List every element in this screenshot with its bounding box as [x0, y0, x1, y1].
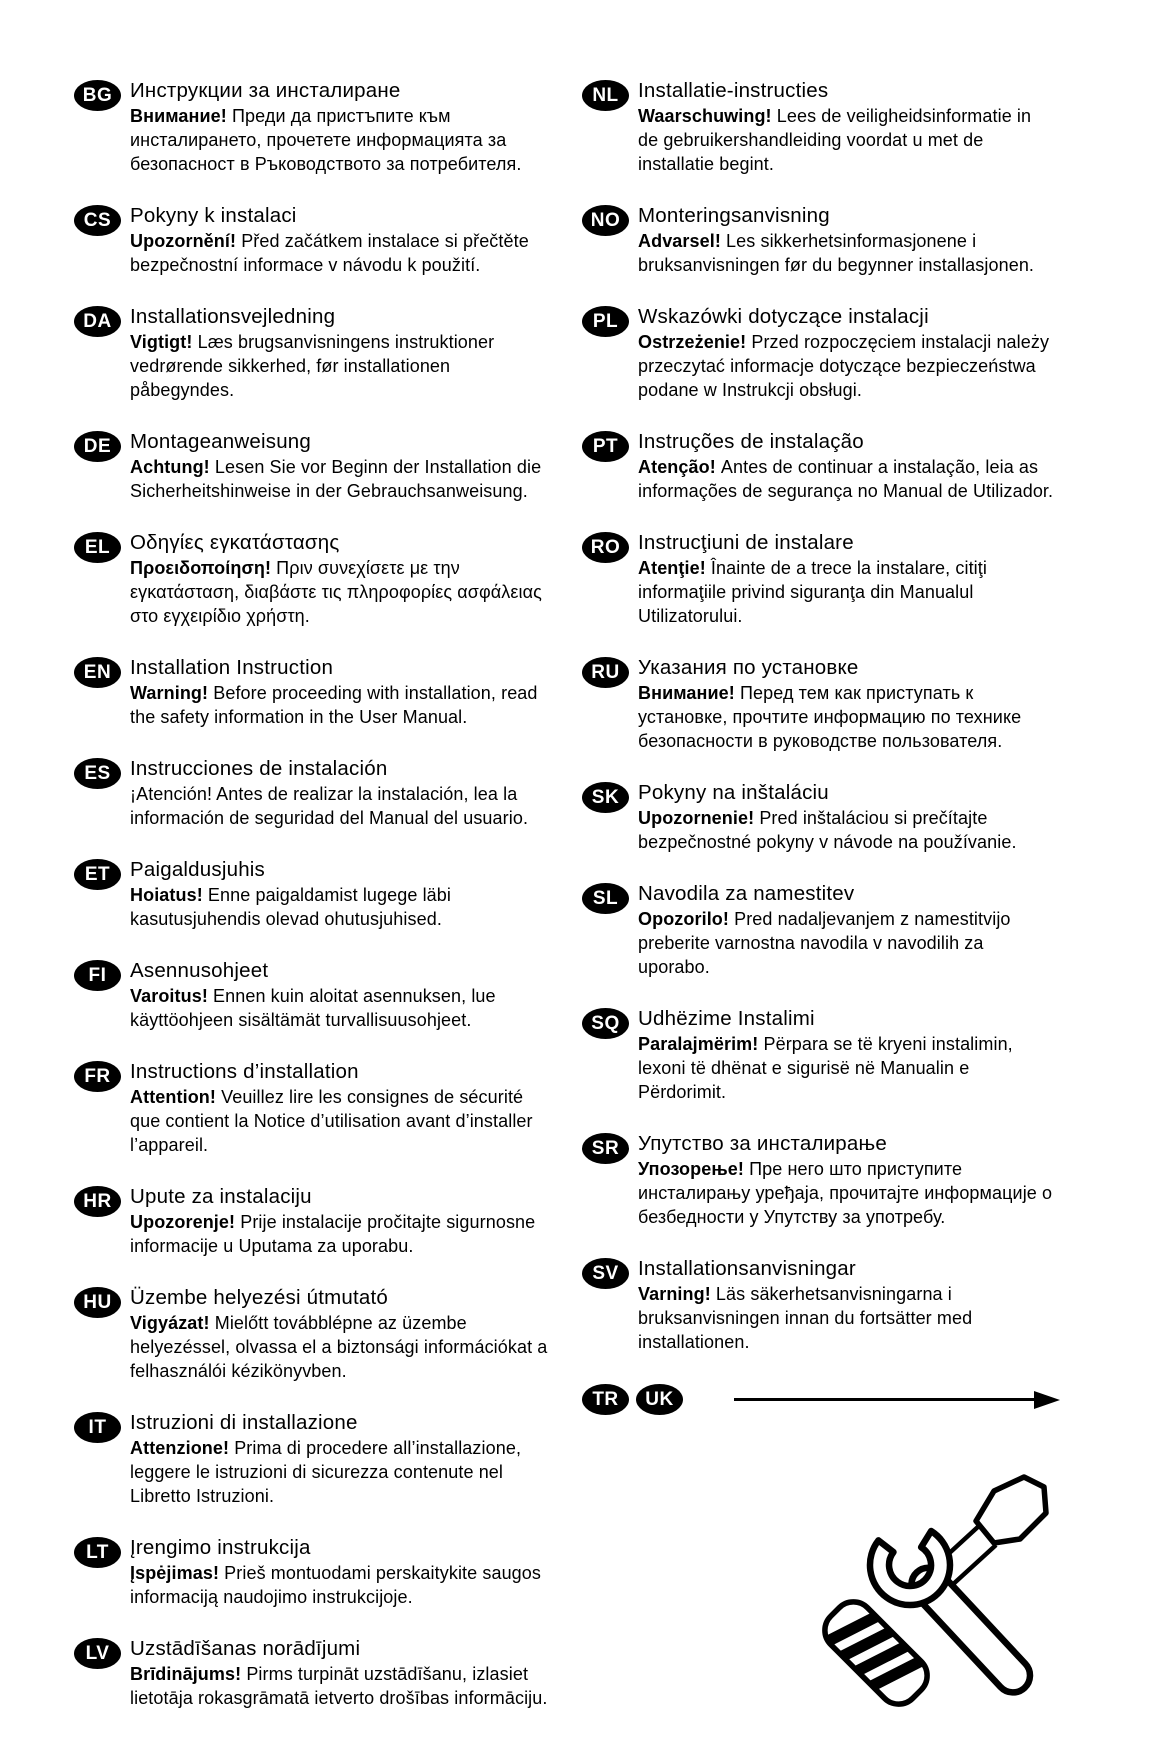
entry-title: Asennusohjeet	[130, 959, 269, 982]
lang-badge-nl: NL	[582, 80, 629, 111]
entry-warning: Warning!	[130, 683, 209, 703]
entry-warning: Waarschuwing!	[638, 106, 772, 126]
entry-title: Installatie-instructies	[638, 79, 829, 102]
entry-text	[638, 1131, 1056, 1229]
entry-title: Udhëzime Instalimi	[638, 1007, 815, 1030]
lang-badge-hu: HU	[74, 1287, 121, 1318]
entry-title: Navodila za namestitev	[638, 882, 855, 905]
lang-badge-sv: SV	[582, 1258, 629, 1289]
lang-entry-sv	[582, 1256, 1060, 1354]
lang-badge-ru: RU	[582, 657, 629, 688]
entry-title: Инструкции за инсталиране	[130, 79, 401, 102]
entry-text	[638, 530, 1056, 628]
entry-warning: Atenţie!	[638, 558, 706, 578]
entry-body	[130, 1662, 548, 1710]
lang-entry-el	[74, 530, 552, 628]
entry-text	[638, 1256, 1056, 1354]
lang-badge-el: EL	[74, 532, 121, 563]
entry-title: Upute za instalaciju	[130, 1185, 312, 1208]
entry-warning: Advarsel!	[638, 231, 721, 251]
entry-body	[638, 455, 1056, 503]
entry-body	[638, 229, 1056, 277]
entry-text	[130, 1285, 548, 1383]
entry-title: Οδηγίες εγκατάστασης	[130, 531, 340, 554]
lang-entry-de	[74, 429, 552, 503]
entry-text	[130, 958, 548, 1032]
lang-badge-lt: LT	[74, 1537, 121, 1568]
entry-text	[130, 1059, 548, 1157]
entry-body-text: Læs brugsanvisningens instruktioner vedrørende sikkerhed, før installationen påbegyndes.	[130, 332, 495, 400]
entry-body	[130, 782, 548, 830]
entry-text	[638, 78, 1056, 176]
entry-body	[638, 1282, 1056, 1354]
entry-body-text: Πριν συνεχίσετε με την εγκατάσταση, διαβάστε τις πληροφορίες ασφάλειας στο εγχειρίδιο χρήστη.	[130, 558, 542, 626]
entry-title: Wskazówki dotyczące instalacji	[638, 305, 929, 328]
entry-text	[130, 857, 548, 931]
entry-title: Instrucţiuni de instalare	[638, 531, 854, 554]
entry-warning: Upozorenje!	[130, 1212, 236, 1232]
entry-text	[130, 203, 548, 277]
entry-warning: Varoitus!	[130, 986, 208, 1006]
entry-warning: Upozornění!	[130, 231, 237, 251]
lang-entry-it	[74, 1410, 552, 1508]
entry-body	[130, 1085, 548, 1157]
lang-badge-es: ES	[74, 758, 121, 789]
lang-badge-no: NO	[582, 205, 629, 236]
lang-badge-sl: SL	[582, 883, 629, 914]
entry-body-text: Prima di procedere all’installazione, leggere le istruzioni di sicurezza contenute nel Libretto Istruzioni.	[130, 1438, 522, 1506]
entry-warning: Vigyázat!	[130, 1313, 210, 1333]
entry-text	[130, 530, 548, 628]
entry-body-text: Lees de veiligheidsinformatie in de gebruikershandleiding voordat u met de installatie begint.	[638, 106, 1032, 174]
entry-body	[130, 681, 548, 729]
entry-title: Įrengimo instrukcija	[130, 1536, 311, 1559]
entry-title: Installationsvejledning	[130, 305, 336, 328]
entry-body-text: Prije instalacije pročitajte sigurnosne informacije u Uputama za uporabu.	[130, 1212, 536, 1256]
entry-title: Installationsanvisningar	[638, 1257, 856, 1280]
lang-entry-ro	[582, 530, 1060, 628]
entry-body	[638, 104, 1056, 176]
entry-body-text: Înainte de a trece la instalare, citiţi informaţiile privind siguranţa din Manualul Utilizatorului.	[638, 558, 987, 626]
lang-entry-nl	[582, 78, 1060, 176]
lang-entry-et	[74, 857, 552, 931]
entry-body-text: Läs säkerhetsanvisningarna i bruksanvisningen innan du fortsätter med installationen.	[638, 1284, 973, 1352]
lang-badge-hr: HR	[74, 1186, 121, 1217]
lang-entry-no	[582, 203, 1060, 277]
lang-badge-ro: RO	[582, 532, 629, 563]
lang-entry-hu	[74, 1285, 552, 1383]
lang-badge-pt: PT	[582, 431, 629, 462]
entry-body-text: ¡Atención! Antes de realizar la instalación, lea la información de seguridad del Manual del usuario.	[130, 784, 529, 828]
entry-title: Üzembe helyezési útmutató	[130, 1286, 388, 1309]
entry-text	[638, 655, 1056, 753]
entry-body	[638, 330, 1056, 402]
lang-badge-fr: FR	[74, 1061, 121, 1092]
lang-badge-tr: TR	[582, 1384, 629, 1415]
entry-body-text: Veuillez lire les consignes de sécurité que contient la Notice d’utilisation avant d’installer l’appareil.	[130, 1087, 533, 1155]
entry-text	[638, 1006, 1056, 1104]
entry-body	[638, 1032, 1056, 1104]
lang-badge-sk: SK	[582, 782, 629, 813]
lang-entry-lv	[74, 1636, 552, 1710]
entry-body-text: Enne paigaldamist lugege läbi kasutusjuhendis olevad ohutusjuhised.	[130, 885, 451, 929]
entry-body-text: Перед тем как приступать к установке, прочтите информацию по технике безопасности в руководстве пользователя.	[638, 683, 1022, 751]
entry-body	[130, 556, 548, 628]
entry-body	[130, 984, 548, 1032]
entry-warning: Brīdinājums!	[130, 1664, 242, 1684]
entry-body	[130, 104, 548, 176]
entry-body-text: Before proceeding with installation, read the safety information in the User Manual.	[130, 683, 538, 727]
entry-warning: Attention!	[130, 1087, 216, 1107]
right-column	[582, 78, 1060, 1737]
lang-badge-uk: UK	[636, 1384, 683, 1415]
lang-entry-pt	[582, 429, 1060, 503]
entry-body-text: Les sikkerhetsinformasjonene i bruksanvisningen før du begynner installasjonen.	[638, 231, 1035, 275]
entry-warning: Ostrzeżenie!	[638, 332, 747, 352]
lang-entry-es	[74, 756, 552, 830]
entry-text	[130, 655, 548, 729]
lang-badge-sr: SR	[582, 1133, 629, 1164]
entry-text	[638, 780, 1056, 854]
entry-title: Упутство за инсталирање	[638, 1132, 887, 1155]
entry-body-text: Antes de continuar a instalação, leia as informações de segurança no Manual de Utilizador.	[638, 457, 1054, 501]
entry-warning: Achtung!	[130, 457, 210, 477]
lang-entry-cs	[74, 203, 552, 277]
lang-entry-hr	[74, 1184, 552, 1258]
entry-text	[130, 1636, 548, 1710]
entry-body-text: Przed rozpoczęciem instalacji należy przeczytać informacje dotyczące bezpieczeństwa podane w Instrukcji obsługi.	[638, 332, 1050, 400]
entry-body	[130, 1436, 548, 1508]
lang-entry-sr	[582, 1131, 1060, 1229]
entry-text	[638, 304, 1056, 402]
entry-body	[130, 1311, 548, 1383]
entry-warning: Внимание!	[130, 106, 227, 126]
entry-text	[638, 881, 1056, 979]
continuation-arrow-line	[734, 1398, 1034, 1401]
entry-text	[130, 1184, 548, 1258]
lang-entry-en	[74, 655, 552, 729]
lang-badge-et: ET	[74, 859, 121, 890]
lang-entry-da	[74, 304, 552, 402]
entry-body-text: Pred inštaláciou si prečítajte bezpečnostné pokyny v návode na používanie.	[638, 808, 1017, 852]
left-column	[74, 78, 552, 1737]
entry-title: Installation Instruction	[130, 656, 334, 679]
lang-badge-fi: FI	[74, 960, 121, 991]
entry-text	[130, 756, 548, 830]
entry-title: Pokyny k instalaci	[130, 204, 297, 227]
entry-warning: Varning!	[638, 1284, 711, 1304]
lang-badge-cs: CS	[74, 205, 121, 236]
entry-body-text: Lesen Sie vor Beginn der Installation die Sicherheitshinweise in der Gebrauchsanweisung.	[130, 457, 542, 501]
entry-text	[130, 1410, 548, 1508]
entry-warning: Upozornenie!	[638, 808, 755, 828]
lang-entry-lt	[74, 1535, 552, 1609]
entry-text	[638, 429, 1056, 503]
lang-entry-sk	[582, 780, 1060, 854]
lang-badge-it: IT	[74, 1412, 121, 1443]
entry-body	[638, 806, 1056, 854]
entry-title: Uzstādīšanas norādījumi	[130, 1637, 361, 1660]
lang-badge-lv: LV	[74, 1638, 121, 1669]
entry-body	[130, 883, 548, 931]
entry-body-text: Pred nadaljevanjem z namestitvijo preberite varnostna navodila v navodilih za uporabo.	[638, 909, 1011, 977]
entry-title: Instruções de instalação	[638, 430, 864, 453]
wrench-screwdriver-illustration	[798, 1457, 1054, 1713]
lang-badge-en: EN	[74, 657, 121, 688]
lang-entry-ru	[582, 655, 1060, 753]
entry-title: Montageanweisung	[130, 430, 311, 453]
entry-body-text: Mielőtt továbblépne az üzembe helyezéssel, olvassa el a biztonsági információkat a felhasználói kézikönyvben.	[130, 1313, 548, 1381]
entry-body-text: Pirms turpināt uzstādīšanu, izlasiet lietotāja rokasgrāmatā ietverto drošības informāciju.	[130, 1664, 548, 1708]
entry-body	[130, 455, 548, 503]
lang-badge-de: DE	[74, 431, 121, 462]
entry-body	[638, 681, 1056, 753]
entry-title: Instructions d’installation	[130, 1060, 359, 1083]
lang-entry-pl	[582, 304, 1060, 402]
lang-badge-bg: BG	[74, 80, 121, 111]
entry-title: Paigaldusjuhis	[130, 858, 265, 881]
entry-body-text: Před začátkem instalace si přečtěte bezpečnostní informace v návodu k použití.	[130, 231, 529, 275]
entry-text	[130, 429, 548, 503]
entry-body	[638, 556, 1056, 628]
entry-title: Указания по установке	[638, 656, 859, 679]
lang-badge-da: DA	[74, 306, 121, 337]
entry-warning: Attenzione!	[130, 1438, 230, 1458]
entry-body	[638, 907, 1056, 979]
entry-title: Monteringsanvisning	[638, 204, 830, 227]
entry-text	[130, 78, 548, 176]
entry-body-text: Пре него што приступите инсталирању уређаја, прочитајте информације о безбедности у Упутству за употребу.	[638, 1159, 1053, 1227]
entry-text	[130, 304, 548, 402]
entry-title: Instrucciones de instalación	[130, 757, 388, 780]
entry-warning: Προειδοποίηση!	[130, 558, 272, 578]
entry-body-text: Përpara se të kryeni instalimin, lexoni të dhënat e sigurisë në Manualin e Përdorimit.	[638, 1034, 1013, 1102]
entry-warning: Įspėjimas!	[130, 1563, 220, 1583]
lang-badge-pl: PL	[582, 306, 629, 337]
entry-warning: Opozorilo!	[638, 909, 729, 929]
lang-entry-sq	[582, 1006, 1060, 1104]
entry-text	[130, 1535, 548, 1609]
entry-body	[130, 1561, 548, 1609]
entry-title: Istruzioni di installazione	[130, 1411, 358, 1434]
entry-body	[130, 229, 548, 277]
lang-entry-sl	[582, 881, 1060, 979]
lang-entry-fi	[74, 958, 552, 1032]
entry-title: Pokyny na inštaláciu	[638, 781, 829, 804]
continuation-row	[582, 1384, 1060, 1415]
entry-text	[638, 203, 1056, 277]
entry-body-text: Преди да пристъпите към инсталирането, прочетете информацията за безопасност в Ръководството за потребителя.	[130, 106, 522, 174]
entry-warning: Hoiatus!	[130, 885, 203, 905]
entry-body	[638, 1157, 1056, 1229]
lang-entry-bg	[74, 78, 552, 176]
entry-warning: Atenção!	[638, 457, 716, 477]
entry-body	[130, 1210, 548, 1258]
entry-warning: Paralajmërim!	[638, 1034, 759, 1054]
entry-body-text: Prieš montuodami perskaitykite saugos informaciją naudojimo instrukcijoje.	[130, 1563, 542, 1607]
lang-badge-sq: SQ	[582, 1008, 629, 1039]
entry-body-text: Ennen kuin aloitat asennuksen, lue käyttöohjeen sisältämät turvallisuusohjeet.	[130, 986, 496, 1030]
lang-entry-fr	[74, 1059, 552, 1157]
entry-warning: Внимание!	[638, 683, 735, 703]
entry-body	[130, 330, 548, 402]
entry-warning: Упозорење!	[638, 1159, 744, 1179]
continuation-arrow-icon	[1034, 1391, 1060, 1409]
entry-warning: Vigtigt!	[130, 332, 193, 352]
